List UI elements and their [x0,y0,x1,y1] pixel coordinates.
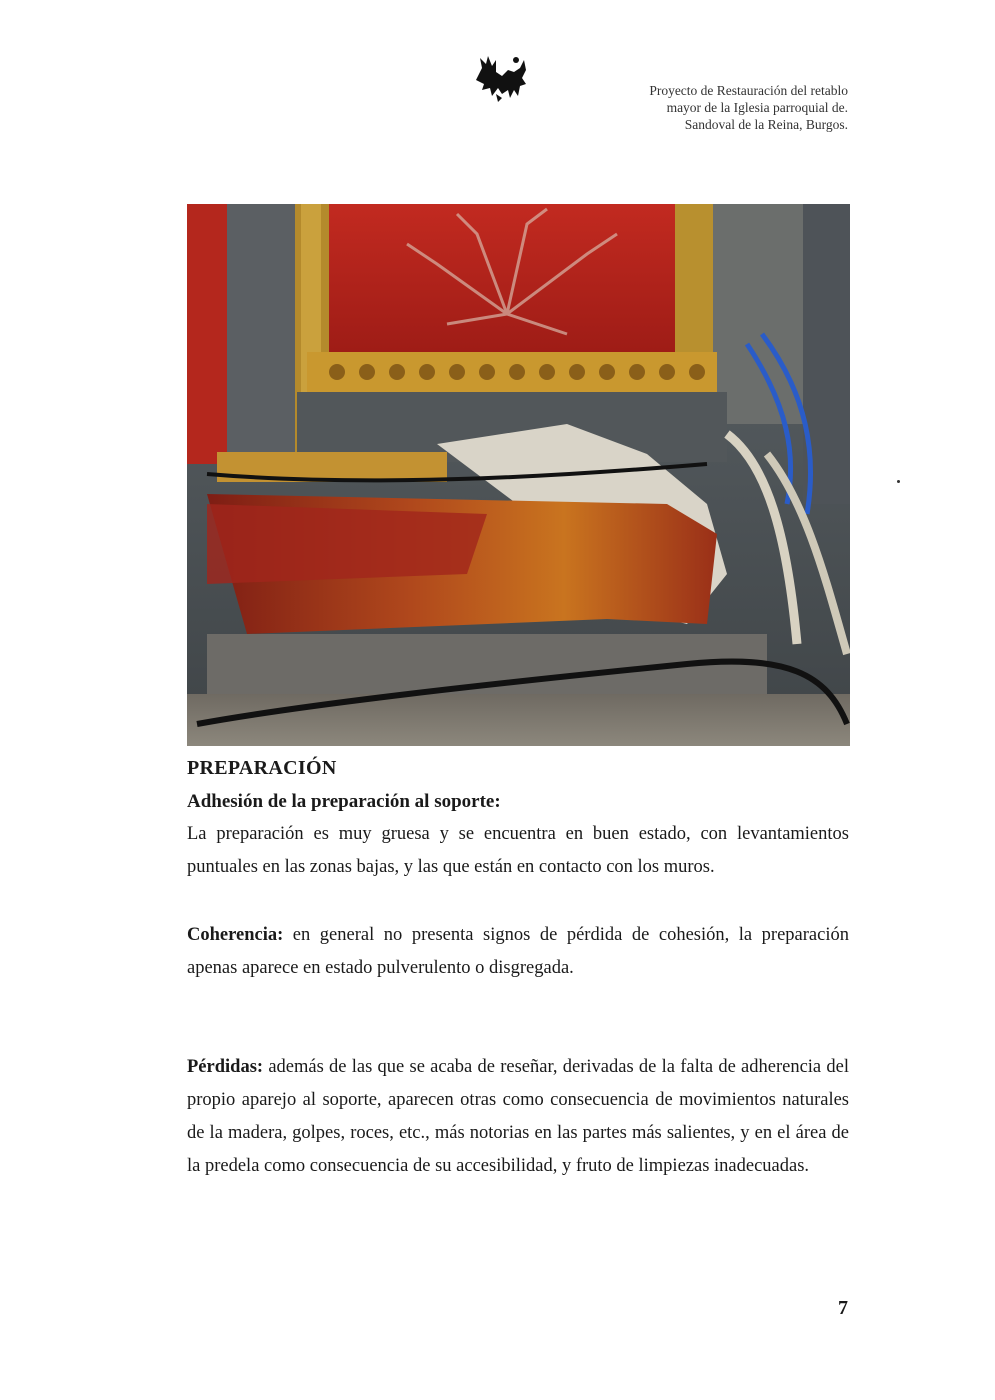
header-line-3: Sandoval de la Reina, Burgos. [684,117,848,132]
paragraph-adhesion: La preparación es muy gruesa y se encuentra en buen estado, con levantamientos puntuales en las zonas bajas, y las que están en contacto con los muros. [187,824,849,877]
coherencia-text: en general no presenta signos de pérdida de cohesión, la preparación apenas aparece en estado pulverulento o disgregada. [187,925,849,978]
header-line-1: Proyecto de Restauración del retablo [649,83,848,98]
griffin-logo-icon [468,50,532,106]
document-header [649,82,848,133]
paragraph-perdidas [187,1051,849,1183]
section-subtitle: Adhesión de la preparación al soporte: [187,791,501,812]
header-line-2: mayor de la Iglesia parroquial de. [666,100,848,115]
section-title: PREPARACIÓN [187,757,337,779]
page-number: 7 [838,1297,848,1319]
coherencia-label: Coherencia: [187,925,284,945]
retablo-base-photo [187,204,850,746]
perdidas-label: Pérdidas: [187,1057,264,1077]
perdidas-text: además de las que se acaba de reseñar, derivadas de la falta de adherencia del propio aparejo al soporte, aparecen otras como consecuencia de movimientos naturales de la madera, golpes, roces, etc., más notorias en las partes más salientes, y en el área de la predela como consecuencia de su accesibilidad, y fruto de limpiezas inadecuadas. [187,1057,849,1176]
paragraph-coherencia [187,919,849,985]
scan-speck [897,480,900,483]
